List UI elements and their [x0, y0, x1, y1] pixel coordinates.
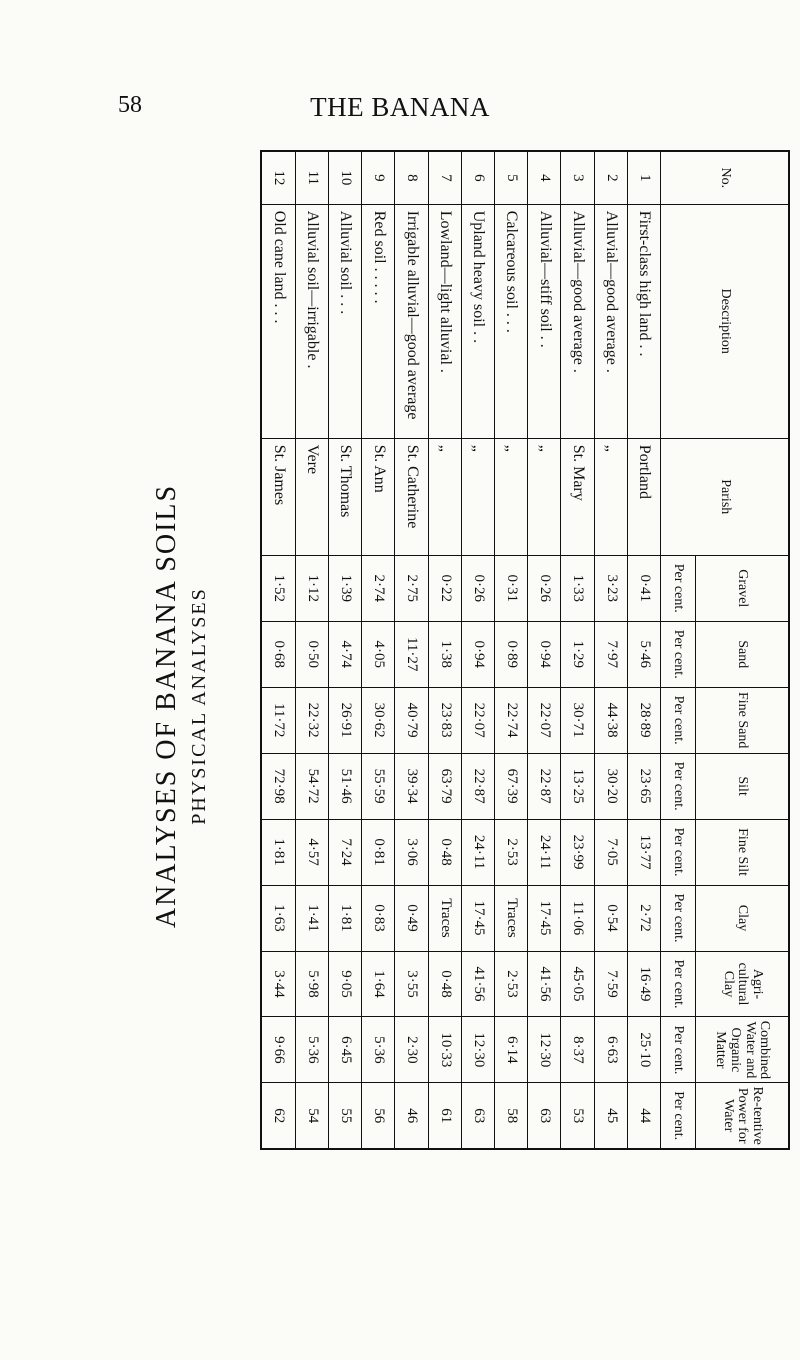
cell-sand: 7·97: [594, 621, 627, 687]
cell-fine-sand: 30·62: [362, 687, 395, 753]
cell-combined-water: 6·14: [494, 1017, 527, 1083]
cell-no: 10: [328, 151, 361, 204]
cell-fine-silt: 24·11: [528, 819, 561, 885]
cell-description: Alluvial—good average .: [594, 204, 627, 438]
cell-sand: 4·05: [362, 621, 395, 687]
cell-silt: 13·25: [561, 753, 594, 819]
header-no: No.: [661, 151, 790, 204]
cell-combined-water: 5·36: [295, 1017, 328, 1083]
unit-combined-water: Per cent.: [661, 1017, 696, 1083]
cell-silt: 63·79: [428, 753, 461, 819]
table-body: [261, 151, 661, 1149]
cell-combined-water: 25·10: [627, 1017, 660, 1083]
table-row: [528, 151, 561, 1149]
cell-retentive-power: 55: [328, 1083, 361, 1149]
analysis-table-wrapper: [260, 150, 790, 1150]
cell-retentive-power: 63: [528, 1083, 561, 1149]
cell-retentive-power: 58: [494, 1083, 527, 1149]
cell-fine-silt: 24·11: [461, 819, 494, 885]
cell-clay: 1·41: [295, 885, 328, 951]
table-title: ANALYSES OF BANANA SOILS: [151, 483, 182, 929]
cell-combined-water: 5·36: [362, 1017, 395, 1083]
cell-clay: Traces: [428, 885, 461, 951]
cell-agricultural-clay: 3·55: [395, 951, 428, 1017]
cell-no: 5: [494, 151, 527, 204]
cell-fine-silt: 7·05: [594, 819, 627, 885]
cell-gravel: 2·75: [395, 555, 428, 621]
cell-agricultural-clay: 0·48: [428, 951, 461, 1017]
cell-retentive-power: 56: [362, 1083, 395, 1149]
cell-parish: Vere: [295, 438, 328, 555]
cell-clay: 17·45: [528, 885, 561, 951]
cell-combined-water: 10·33: [428, 1017, 461, 1083]
cell-gravel: 1·39: [328, 555, 361, 621]
cell-gravel: 0·31: [494, 555, 527, 621]
cell-clay: 0·49: [395, 885, 428, 951]
cell-sand: 11·27: [395, 621, 428, 687]
table-row: [561, 151, 594, 1149]
cell-description: Alluvial—stiff soil . .: [528, 204, 561, 438]
header-row: [696, 151, 790, 1149]
cell-sand: 4·74: [328, 621, 361, 687]
cell-description: Old cane land . . .: [261, 204, 295, 438]
cell-fine-silt: 4·57: [295, 819, 328, 885]
cell-fine-sand: 28·89: [627, 687, 660, 753]
cell-parish: St. Thomas: [328, 438, 361, 555]
cell-description: First-class high land . .: [627, 204, 660, 438]
cell-gravel: 2·74: [362, 555, 395, 621]
table-row: [295, 151, 328, 1149]
cell-no: 3: [561, 151, 594, 204]
header-fine-silt: Fine Silt: [696, 819, 790, 885]
table-row: [461, 151, 494, 1149]
cell-fine-silt: 13·77: [627, 819, 660, 885]
cell-fine-sand: 22·74: [494, 687, 527, 753]
cell-silt: 22·87: [461, 753, 494, 819]
cell-silt: 23·65: [627, 753, 660, 819]
cell-sand: 0·94: [461, 621, 494, 687]
cell-combined-water: 8·37: [561, 1017, 594, 1083]
cell-fine-silt: 3·06: [395, 819, 428, 885]
cell-fine-sand: 22·07: [528, 687, 561, 753]
cell-sand: 0·89: [494, 621, 527, 687]
cell-parish: St. Ann: [362, 438, 395, 555]
cell-silt: 51·46: [328, 753, 361, 819]
cell-no: 8: [395, 151, 428, 204]
cell-fine-sand: 11·72: [261, 687, 295, 753]
cell-combined-water: 6·45: [328, 1017, 361, 1083]
cell-gravel: 3·23: [594, 555, 627, 621]
cell-combined-water: 9·66: [261, 1017, 295, 1083]
unit-clay: Per cent.: [661, 885, 696, 951]
cell-gravel: 0·26: [461, 555, 494, 621]
table-row: [428, 151, 461, 1149]
cell-clay: 2·72: [627, 885, 660, 951]
cell-fine-silt: 2·53: [494, 819, 527, 885]
cell-description: Red soil . . . . .: [362, 204, 395, 438]
unit-agricultural-clay: Per cent.: [661, 951, 696, 1017]
header-silt: Silt: [696, 753, 790, 819]
cell-retentive-power: 45: [594, 1083, 627, 1149]
unit-retentive-power: Per cent.: [661, 1083, 696, 1149]
cell-parish: „: [594, 438, 627, 555]
table-subtitle: PHYSICAL ANALYSES: [188, 587, 210, 825]
cell-agricultural-clay: 41·56: [528, 951, 561, 1017]
cell-no: 4: [528, 151, 561, 204]
table-row: [627, 151, 660, 1149]
cell-clay: 1·81: [328, 885, 361, 951]
cell-sand: 0·68: [261, 621, 295, 687]
cell-agricultural-clay: 41·56: [461, 951, 494, 1017]
cell-silt: 22·87: [528, 753, 561, 819]
cell-gravel: 0·22: [428, 555, 461, 621]
cell-fine-silt: 0·81: [362, 819, 395, 885]
table-row: [594, 151, 627, 1149]
cell-parish: „: [461, 438, 494, 555]
unit-silt: Per cent.: [661, 753, 696, 819]
running-head: THE BANANA: [310, 92, 490, 122]
cell-agricultural-clay: 3·44: [261, 951, 295, 1017]
cell-sand: 1·38: [428, 621, 461, 687]
cell-fine-sand: 40·79: [395, 687, 428, 753]
side-title: [150, 156, 230, 1256]
cell-parish: Portland: [627, 438, 660, 555]
header-gravel: Gravel: [696, 555, 790, 621]
cell-combined-water: 6·63: [594, 1017, 627, 1083]
cell-retentive-power: 61: [428, 1083, 461, 1149]
cell-no: 6: [461, 151, 494, 204]
cell-gravel: 1·12: [295, 555, 328, 621]
table-row: [395, 151, 428, 1149]
cell-silt: 54·72: [295, 753, 328, 819]
cell-gravel: 1·33: [561, 555, 594, 621]
cell-agricultural-clay: 2·53: [494, 951, 527, 1017]
cell-parish: „: [494, 438, 527, 555]
unit-fine-sand: Per cent.: [661, 687, 696, 753]
cell-no: 2: [594, 151, 627, 204]
cell-description: Lowland—light alluvial .: [428, 204, 461, 438]
cell-description: Irrigable alluvial—good average: [395, 204, 428, 438]
cell-fine-silt: 1·81: [261, 819, 295, 885]
cell-retentive-power: 46: [395, 1083, 428, 1149]
cell-clay: Traces: [494, 885, 527, 951]
cell-no: 9: [362, 151, 395, 204]
cell-fine-sand: 30·71: [561, 687, 594, 753]
cell-clay: 1·63: [261, 885, 295, 951]
cell-parish: „: [428, 438, 461, 555]
cell-description: Alluvial soil . . .: [328, 204, 361, 438]
cell-no: 7: [428, 151, 461, 204]
cell-agricultural-clay: 5·98: [295, 951, 328, 1017]
cell-sand: 1·29: [561, 621, 594, 687]
table-row: [494, 151, 527, 1149]
cell-no: 1: [627, 151, 660, 204]
header-retentive-power: Re-tentive Power for Water: [696, 1083, 790, 1149]
cell-parish: St. Catherine: [395, 438, 428, 555]
header-combined-water: Combined Water and Organic Matter: [696, 1017, 790, 1083]
cell-fine-sand: 26·91: [328, 687, 361, 753]
cell-no: 12: [261, 151, 295, 204]
header-sand: Sand: [696, 621, 790, 687]
cell-combined-water: 12·30: [528, 1017, 561, 1083]
cell-agricultural-clay: 45·05: [561, 951, 594, 1017]
cell-fine-silt: 7·24: [328, 819, 361, 885]
header-fine-sand: Fine Sand: [696, 687, 790, 753]
cell-description: Alluvial—good average .: [561, 204, 594, 438]
header-description: Description: [661, 204, 790, 438]
cell-sand: 5·46: [627, 621, 660, 687]
cell-sand: 0·50: [295, 621, 328, 687]
cell-silt: 39·34: [395, 753, 428, 819]
unit-sand: Per cent.: [661, 621, 696, 687]
cell-parish: „: [528, 438, 561, 555]
cell-retentive-power: 63: [461, 1083, 494, 1149]
cell-silt: 67·39: [494, 753, 527, 819]
header-agricultural-clay: Agri-cultural Clay: [696, 951, 790, 1017]
cell-agricultural-clay: 1·64: [362, 951, 395, 1017]
cell-clay: 0·54: [594, 885, 627, 951]
cell-fine-sand: 22·07: [461, 687, 494, 753]
cell-silt: 72·98: [261, 753, 295, 819]
cell-clay: 0·83: [362, 885, 395, 951]
cell-combined-water: 12·30: [461, 1017, 494, 1083]
unit-gravel: Per cent.: [661, 555, 696, 621]
page-number: 58: [118, 92, 142, 118]
cell-fine-sand: 23·83: [428, 687, 461, 753]
cell-clay: 17·45: [461, 885, 494, 951]
cell-combined-water: 2·30: [395, 1017, 428, 1083]
cell-silt: 55·59: [362, 753, 395, 819]
cell-fine-silt: 0·48: [428, 819, 461, 885]
cell-retentive-power: 62: [261, 1083, 295, 1149]
cell-gravel: 0·26: [528, 555, 561, 621]
unit-fine-silt: Per cent.: [661, 819, 696, 885]
table-row: [362, 151, 395, 1149]
cell-fine-silt: 23·99: [561, 819, 594, 885]
table-row: [328, 151, 361, 1149]
table-row: [261, 151, 295, 1149]
soil-analysis-table: [260, 150, 790, 1150]
cell-agricultural-clay: 7·59: [594, 951, 627, 1017]
cell-sand: 0·94: [528, 621, 561, 687]
cell-fine-sand: 44·38: [594, 687, 627, 753]
header-parish: Parish: [661, 438, 790, 555]
cell-silt: 30·20: [594, 753, 627, 819]
cell-agricultural-clay: 9·05: [328, 951, 361, 1017]
cell-retentive-power: 53: [561, 1083, 594, 1149]
cell-gravel: 1·52: [261, 555, 295, 621]
cell-retentive-power: 44: [627, 1083, 660, 1149]
cell-clay: 11·06: [561, 885, 594, 951]
header-clay: Clay: [696, 885, 790, 951]
cell-description: Calcareous soil . . .: [494, 204, 527, 438]
cell-agricultural-clay: 16·49: [627, 951, 660, 1017]
cell-description: Alluvial soil—irrigable .: [295, 204, 328, 438]
cell-description: Upland heavy soil . .: [461, 204, 494, 438]
cell-parish: St. James: [261, 438, 295, 555]
cell-no: 11: [295, 151, 328, 204]
cell-fine-sand: 22·32: [295, 687, 328, 753]
cell-retentive-power: 54: [295, 1083, 328, 1149]
cell-gravel: 0·41: [627, 555, 660, 621]
cell-parish: St. Mary: [561, 438, 594, 555]
